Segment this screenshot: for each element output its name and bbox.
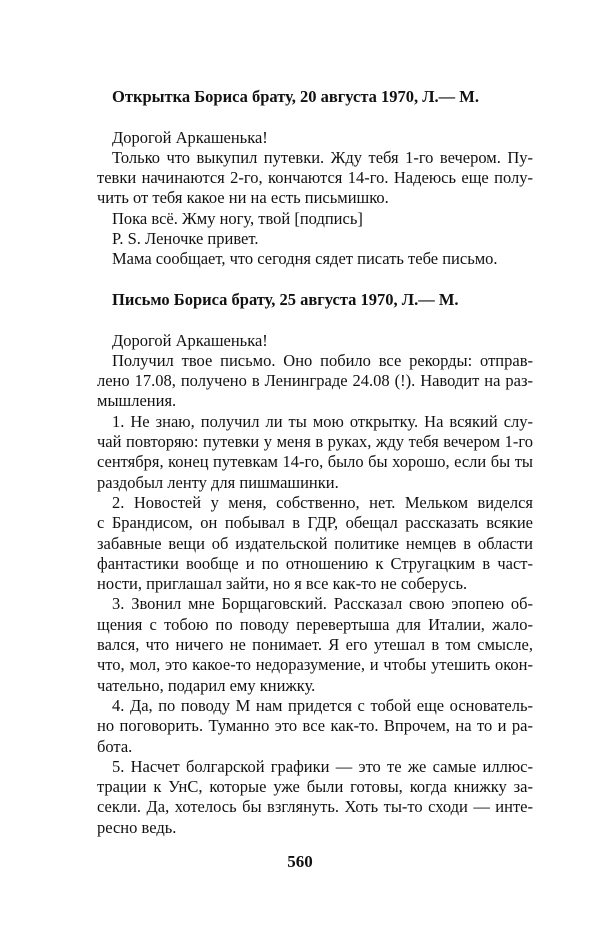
text-line: лено 17.08, получено в Ленинграде 24.08 (!). Наводит на раз- [97,371,533,391]
text-line: тевки начинаются 2-го, кончаются 14-го. Надеюсь еще полу- [97,168,533,188]
text-line: сентября, конец путевкам 14-го, было бы хорошо, если бы ты [97,452,533,472]
text-line: но поговорить. Туманно это все как-то. Впрочем, на то и ра- [97,716,533,736]
page-number: 560 [287,852,313,871]
text-line: что, мол, это какое-то недоразумение, и чтобы утешить окон- [97,655,533,675]
text-line: Дорогой Аркашенька! [112,127,268,147]
text-line: забавные вещи об издательской политике немцев в области [97,533,533,553]
text-line: Дорогой Аркашенька! [112,330,268,350]
text-line: фантастики вообще и по отношению к Стругацким в част- [97,553,533,573]
text-line: Только что выкупил путевки. Жду тебя 1-го вечером. Пу- [112,147,533,167]
text-line: Получил твое письмо. Оно побило все рекорды: отправ- [112,350,533,370]
text-line: секли. Да, хотелось бы взглянуть. Хоть ты-то сходи — инте- [97,797,533,817]
spacer [97,310,533,330]
text-line: чить от тебя какое ни на есть письмишко. [97,188,389,208]
spacer [97,107,533,127]
spacer [97,270,533,290]
text-line: бота. [97,736,133,756]
text-line: 3. Звонил мне Борщаговский. Рассказал свою эпопею об- [112,594,533,614]
text-line: раздобыл ленту для пишмашинки. [97,472,339,492]
text-line: Пока всё. Жму ногу, твой [подпись] [112,208,363,228]
text-line: 2. Новостей у меня, собственно, нет. Мельком виделся [112,492,533,512]
text-line: мышления. [97,391,177,411]
text-line: щения с тобою по поводу перевертыша для Италии, жало- [97,614,533,634]
letter-heading: Открытка Бориса брату, 20 августа 1970, Л.— М. [112,87,479,106]
text-line: ресно ведь. [97,817,177,837]
text-line: P. S. Леночке привет. [112,229,259,249]
text-line: чательно, подарил ему книжку. [97,675,316,695]
text-line: 1. Не знаю, получил ли ты мою открытку. На всякий слу- [112,411,533,431]
text-line: ности, приглашал зайти, но я все как-то не соберусь. [97,574,468,594]
page-body [97,87,533,838]
letter-heading: Письмо Бориса брату, 25 августа 1970, Л.— М. [112,289,459,309]
text-line: вался, что ничего не понимает. Я его утешал в том смысле, [97,635,533,655]
text-line: трации к УнС, которые уже были готовы, когда книжку за- [97,777,533,797]
text-line: чай повторяю: путевки у меня в руках, жду тебя вечером 1-го [97,432,533,452]
text-line: с Брандисом, он побывал в ГДР, обещал рассказать всякие [97,513,533,533]
text-line: 5. Насчет болгарской графики — это те же самые иллюс- [112,756,533,776]
text-line: Мама сообщает, что сегодня сядет писать тебе письмо. [112,249,498,269]
text-line: 4. Да, по поводу М нам придется с тобой еще основатель- [112,695,533,715]
